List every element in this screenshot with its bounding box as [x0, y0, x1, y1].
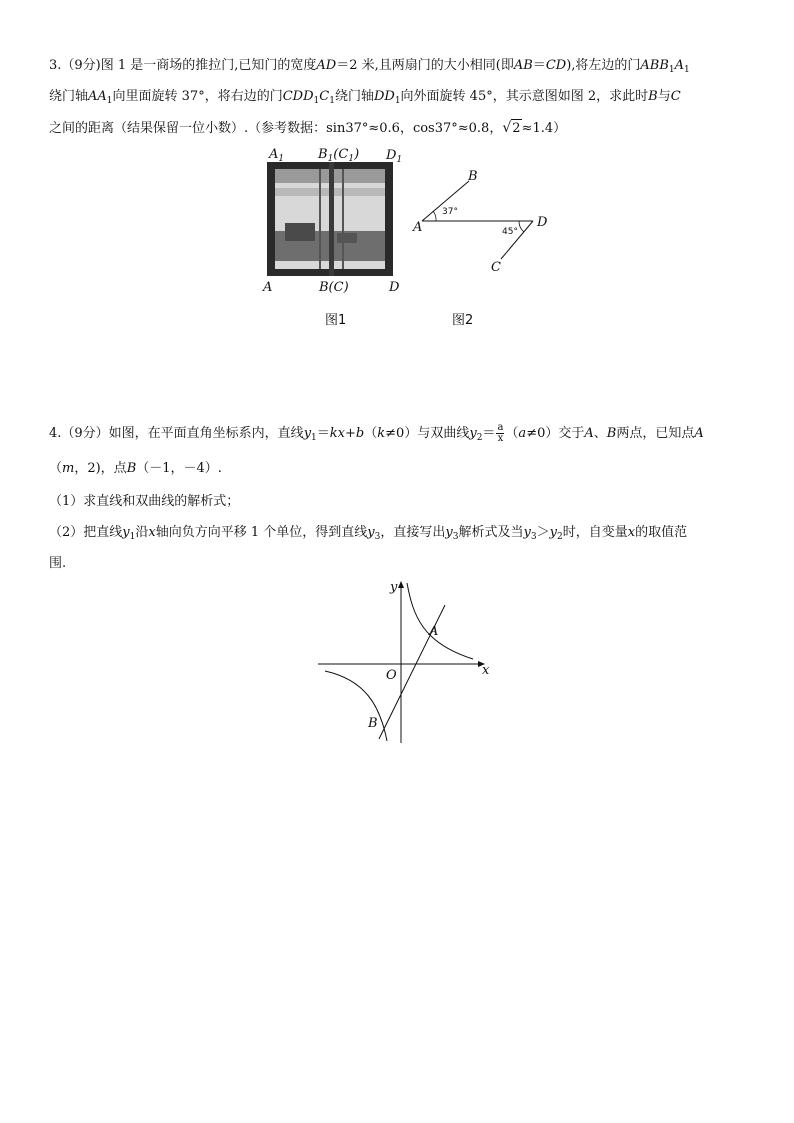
graph-label-o: O [386, 668, 397, 683]
fig1-label-bc: B(C) [319, 280, 349, 295]
angle-arc-a [433, 211, 436, 221]
door-center-mullion [329, 162, 334, 276]
door-scene-block-2 [337, 233, 357, 243]
fig1-label-b1c1: $B_1(C_1)$ [318, 147, 360, 164]
hyperbola-branch-2 [325, 671, 387, 741]
q3-line-3: 之间的距离（结果保留一位小数）.（参考数据：sin37°≈0.6，cos37°≈0.8，√2≈1.4） [49, 120, 567, 136]
sqrt-symbol: √ [502, 120, 512, 136]
q4-line-2: （m，2)，点B（－1，－4）. [49, 461, 222, 476]
q4-part-1: （1）求直线和双曲线的解析式； [49, 494, 240, 509]
fig2-label-d: D [537, 215, 548, 230]
angle-a-label: 37° [442, 207, 458, 217]
fig2-label-c: C [491, 260, 501, 275]
q3-line-2: 绕门轴$AA_1$向里面旋转 37°，将右边的门$CDD_1C_1$绕门轴$DD_1$向外面旋转 45°，其示意图如图 2，求此时B与C [49, 89, 681, 106]
fig1-caption: 图1 [325, 313, 347, 328]
figure-2-schematic [405, 163, 565, 283]
fig2-label-a: A [413, 220, 423, 235]
q4-part-2: （2）把直线$y_1$沿x轴向负方向平移 1 个单位，得到直线$y_3$，直接写出$y_3$解析式及当$y_3>y_2$时，自变量x的取值范 [49, 525, 688, 542]
door-handle-right [342, 169, 344, 269]
graph-label-x: x [482, 663, 490, 678]
fig1-label-d: D [389, 280, 400, 295]
fraction-a-over-x: $\frac{a}{x}$ [497, 422, 504, 444]
q3-line-1: 3.（9分)图 1 是一商场的推拉门,已知门的宽度AD＝2 米,且两扇门的大小相同(即AB＝CD),将左边的门$ABB_1A_1$ [49, 58, 690, 75]
fig1-label-a: A [263, 280, 273, 295]
fig2-label-b: B [468, 169, 478, 184]
q4-part-2-tail: 围. [49, 556, 67, 571]
door-handle-left [319, 169, 321, 269]
angle-arc-d [519, 221, 524, 232]
door-scene-block [285, 223, 315, 241]
fig2-caption: 图2 [452, 313, 474, 328]
angle-d-label: 45° [502, 227, 518, 237]
q4-line-1: 4.（9分）如图，在平面直角坐标系内，直线$y_1=kx+b(k\ne 0)$与双曲线$y_2=$ $\frac{a}{x}$ （a≠0）交于A、B两点，已知点A [49, 422, 704, 444]
figure-1-door-photo [255, 143, 415, 298]
y-axis-arrow [398, 581, 404, 588]
fig1-label-a1: $A_1$ [269, 147, 285, 164]
graph-label-a: A [429, 624, 439, 639]
graph-label-b: B [368, 716, 378, 731]
graph-label-y: y [390, 580, 398, 595]
fig1-label-d1: $D_1$ [386, 148, 403, 165]
coordinate-graph [310, 575, 495, 745]
hyperbola-branch-1 [407, 583, 473, 659]
